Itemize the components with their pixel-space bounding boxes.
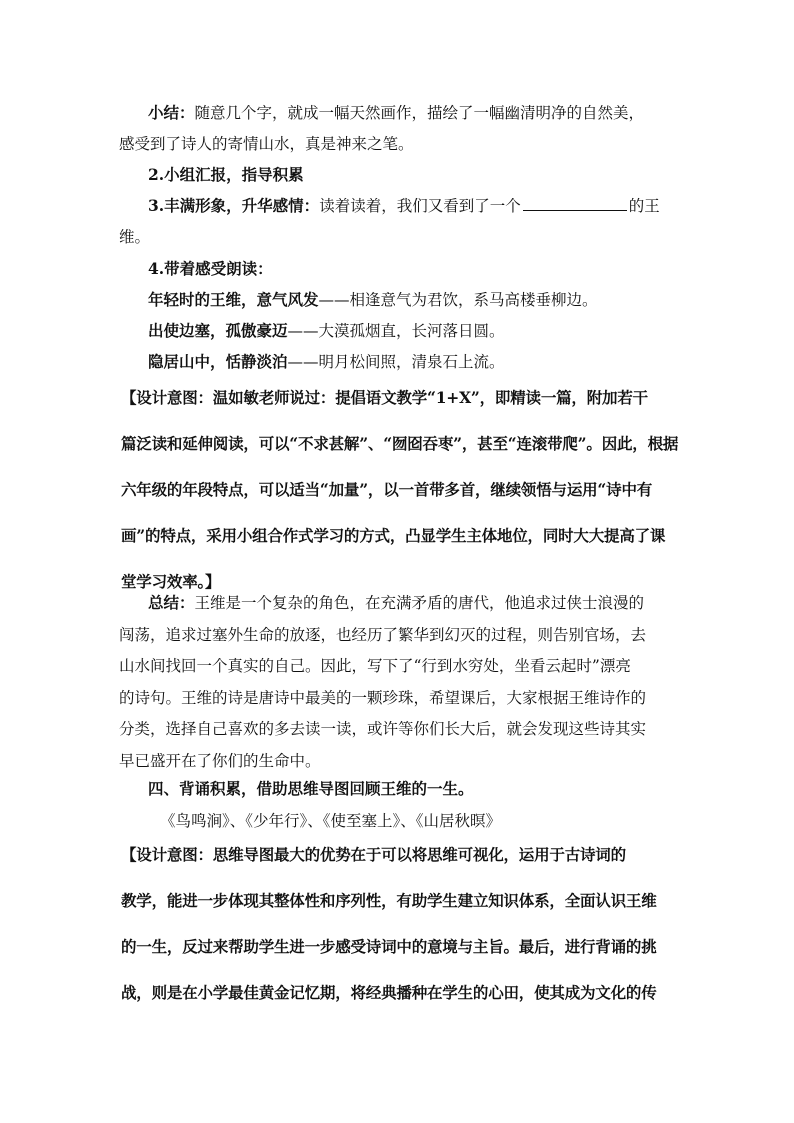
summary-line: 的诗句。王维的诗是唐诗中最美的一颗珍珠，希望课后，大家根据王维诗作的 xyxy=(119,688,647,707)
reading-dash: —— xyxy=(318,291,350,309)
intro-line-1 xyxy=(148,103,644,123)
step-3-text: 读着读着，我们又看到了一个 xyxy=(319,197,521,215)
step-3-label: 3.丰满形象，升华感情： xyxy=(148,196,320,215)
step-3-wrap: 维。 xyxy=(119,228,151,246)
step-3 xyxy=(148,196,660,216)
reading-label: 出使边塞，孤傲豪迈 xyxy=(148,321,288,340)
summary-paragraph xyxy=(119,587,667,777)
design-intent-line: 堂学习效率。】 xyxy=(121,572,221,591)
reading-text: 大漠孤烟直，长河落日圆。 xyxy=(318,322,505,340)
design-intent-line: 画”的特点，采用小组合作式学习的方式，凸显学生主体地位，同时大大提高了课 xyxy=(121,526,666,545)
design-intent-line: 六年级的年段特点，可以适当“加量”，以一首带多首，继续领悟与运用“诗中有 xyxy=(121,480,653,499)
intro-text-1: 随意几个字，就成一幅天然画作，描绘了一幅幽清明净的自然美， xyxy=(194,104,645,122)
design-intent-line: 教学，能进一步体现其整体性和序列性，有助学生建立知识体系，全面认识王维 xyxy=(121,891,657,910)
reading-text: 明月松间照，清泉石上流。 xyxy=(318,353,505,371)
intro-label: 小结： xyxy=(148,103,195,122)
summary-line: 早已盛开在了你们的生命中。 xyxy=(119,751,321,770)
design-intent-line: 篇泛读和延伸阅读，可以“不求甚解”、“囫囵吞枣”，甚至“连滚带爬”。因此，根据 xyxy=(121,434,679,453)
reading-line xyxy=(148,290,598,310)
reading-line xyxy=(148,321,505,341)
design-intent-line: 的一生，反过来帮助学生进一步感受诗词中的意境与主旨。最后，进行背诵的挑 xyxy=(121,937,657,956)
design-intent-line: 【设计意图：温如敏老师说过：提倡语文教学“1+X”，即精读一篇，附加若干 xyxy=(121,388,648,407)
reading-label: 隐居山中，恬静淡泊 xyxy=(148,352,288,371)
step-4: 4.带着感受朗读： xyxy=(148,259,273,278)
reading-dash: —— xyxy=(287,353,319,371)
reading-text: 相逢意气为君饮，系马高楼垂柳边。 xyxy=(349,291,598,309)
summary-line: 闯荡，追求过塞外生命的放逐，也经历了繁华到幻灭的过程，则告别官场，去 xyxy=(119,625,647,644)
reading-label: 年轻时的王维，意气风发 xyxy=(148,290,319,309)
summary-line: 分类，选择自己喜欢的多去读一读，或许等你们长大后，就会发现这些诗其实 xyxy=(119,720,647,738)
summary-label: 总结： xyxy=(148,593,195,612)
intro-line-2: 感受到了诗人的寄情山水，真是神来之笔。 xyxy=(119,135,414,153)
design-intent-1 xyxy=(121,375,681,605)
design-intent-line: 战，则是在小学最佳黄金记忆期，将经典播种在学生的心田，使其成为文化的传 xyxy=(121,983,657,1002)
design-intent-line: 【设计意图：思维导图最大的优势在于可以将思维可视化，运用于古诗词的 xyxy=(121,845,626,864)
reading-dash: —— xyxy=(287,322,319,340)
summary-text: 王维是一个复杂的角色，在充满矛盾的唐代，他追求过侠士浪漫的 xyxy=(194,594,645,612)
poem-list: 《鸟鸣涧》、《少年行》、《使至塞上》、《山居秋暝》 xyxy=(160,812,502,830)
step-2: 2.小组汇报，指导积累 xyxy=(148,165,304,184)
fill-blank-line xyxy=(523,196,627,211)
summary-line xyxy=(119,587,667,620)
summary-line: 山水间找回一个真实的自己。因此，写下了“行到水穷处，坐看云起时”漂亮 xyxy=(119,657,631,675)
design-intent-2 xyxy=(121,832,681,1016)
reading-line xyxy=(148,352,505,372)
section-4-heading: 四、背诵积累，借助思维导图回顾王维的一生。 xyxy=(148,779,474,798)
step-3-tail: 的王 xyxy=(628,197,660,215)
